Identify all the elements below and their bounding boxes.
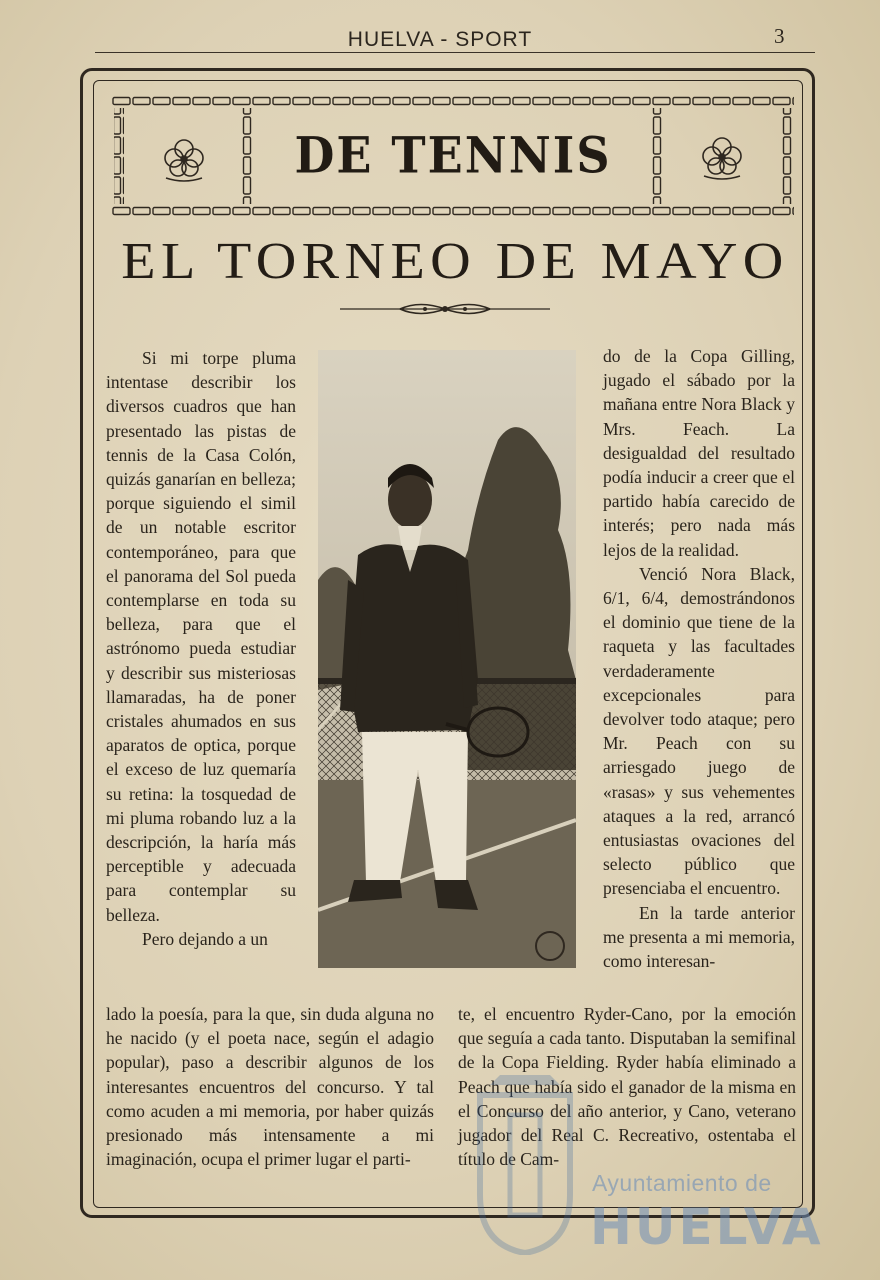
paragraph-text: Pero dejando a un: [142, 928, 268, 949]
article-headline: EL TORNEO DE MAYO: [121, 233, 789, 290]
tennis-player-photo: [318, 350, 576, 968]
paragraph: [106, 927, 296, 951]
paragraph-text: Si mi torpe pluma intentase describir los diversos cuadros que han presentado las pistas de tennis de la Casa Colón, quizás ganarían en belleza; porque siguiendo el simil de un notable escritor contemporáneo, para que el panorama del Sol pueda contemplarse en toda su belleza, para que el astrónomo pueda estudiar y describir sus misteriosas llamaradas, ha de poner cristales ahumados en sus aparatos de optica, porque el exceso de luz quemaría su retina: la tosquedad de mi pluma robando luz a la descripción, la haría más perceptible y adecuada para contemplar su belleza.: [106, 348, 296, 925]
paragraph-text: En la tarde anterior me presenta a mi memoria, como interesan-: [603, 902, 795, 972]
paragraph-text: lado la poesía, para la que, sin duda alguna no he nacido (y el poeta nace, según el adagio popular), paso a describir algunos de los interesantes encuentros del concurso. Y tal como acuden a mi memoria, por haber quizás presionado más intensamente a mi imaginación, ocupa el primer lugar el parti-: [106, 1004, 434, 1170]
section-title: DE TENNIS: [294, 125, 612, 185]
paragraph: [603, 562, 795, 901]
flourish-divider: [330, 298, 560, 320]
section-title-box: [112, 96, 794, 216]
bottom-left-column: [106, 1002, 434, 1171]
paragraph: [603, 344, 795, 562]
running-title: HUELVA - SPORT: [347, 28, 533, 51]
page-number: 3: [774, 24, 785, 48]
paragraph-text: Venció Nora Black, 6/1, 6/4, demostrándonos el dominio que tiene de la raqueta y las facultades verdaderamente excepcionales para devolver todo ataque; pero Mr. Peach con su arriesgado juego de «rasas» y sus vehementes ataques a la red, arrancó entusiastas ovaciones del selecto público que presenciaba el encuentro.: [603, 563, 795, 899]
watermark-text: Ayuntamiento de: [592, 1170, 772, 1196]
paragraph: [603, 901, 795, 974]
header-rule: [95, 52, 815, 53]
paragraph: [106, 346, 296, 927]
left-column: [106, 346, 296, 951]
paragraph-text: do de la Copa Gilling, jugado el sábado por la mañana entre Nora Black y Mrs. Feach. La desigualdad del resultado podía inducir a creer que el partido había carecido de interés; pero nada más lejos de la realidad.: [603, 346, 795, 560]
right-column: [603, 344, 795, 973]
watermark-logo-text: HUELVA: [590, 1198, 824, 1256]
paragraph-text: te, el encuentro Ryder-Cano, por la emoción que seguía a cada tanto. Disputaban la semifinal de la Copa Fielding. Ryder había eliminado a Peach que había sido el ganador de la misma en el Concurso del año anterior, y Cano, veterano jugador del Real C. Recreativo, ostentaba el título de Cam-: [458, 1004, 796, 1170]
coat-of-arms-watermark: [470, 1075, 580, 1255]
